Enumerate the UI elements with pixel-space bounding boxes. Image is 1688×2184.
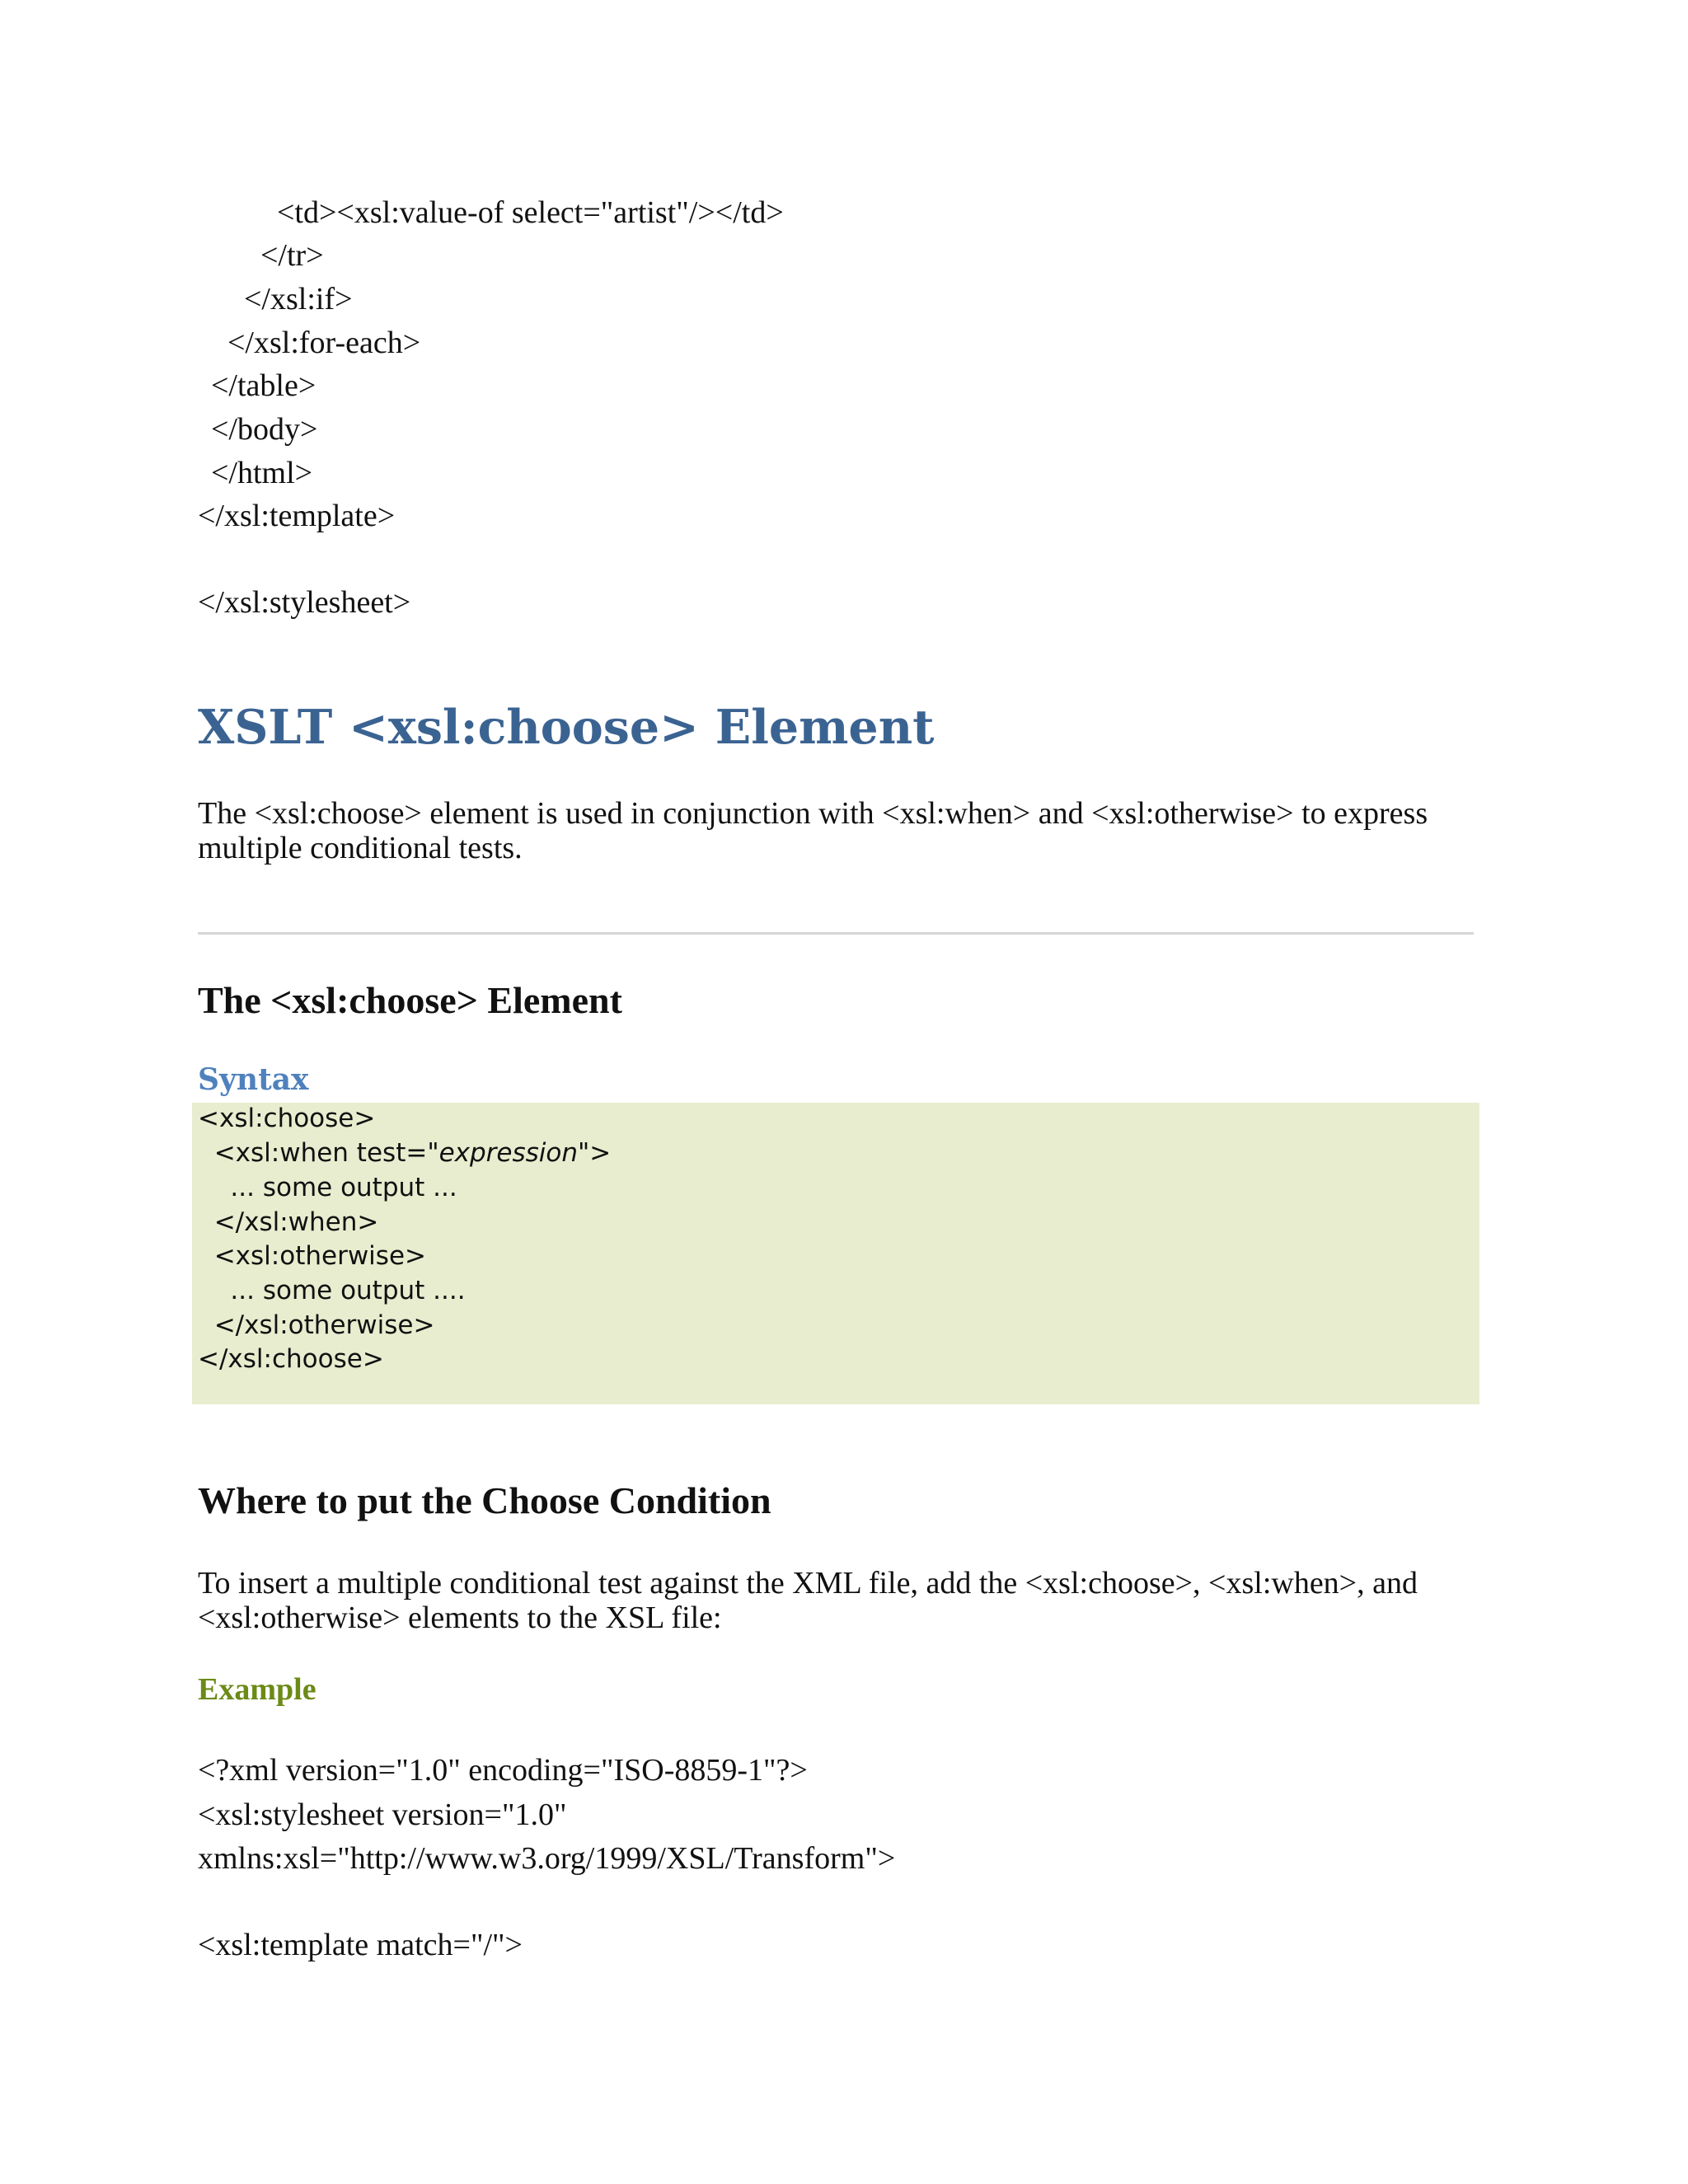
syntax-line: ... some output ...: [198, 1173, 457, 1202]
example-label: Example: [198, 1672, 316, 1707]
code-line: </table>: [211, 368, 316, 403]
syntax-line: <xsl:otherwise>: [198, 1241, 426, 1271]
element-heading: The <xsl:choose> Element: [198, 979, 622, 1021]
syntax-text: ">: [578, 1138, 612, 1168]
code-line: <td><xsl:value-of select="artist"/></td>: [277, 195, 784, 230]
syntax-line: </xsl:when>: [198, 1207, 379, 1237]
syntax-line: </xsl:choose>: [198, 1344, 384, 1374]
example-code-line: <xsl:stylesheet version="1.0": [198, 1797, 567, 1832]
code-line: </html>: [211, 456, 313, 490]
code-line: </xsl:if>: [244, 282, 353, 316]
syntax-line: [198, 1136, 611, 1170]
syntax-line: ... some output ....: [198, 1276, 466, 1305]
where-heading: Where to put the Choose Condition: [198, 1479, 771, 1521]
code-line: </xsl:stylesheet>: [198, 585, 411, 620]
example-code-line: <?xml version="1.0" encoding="ISO-8859-1"?>: [198, 1753, 808, 1788]
example-code-line: <xsl:template match="/">: [198, 1928, 523, 1962]
syntax-line: </xsl:otherwise>: [198, 1310, 435, 1340]
code-line: </xsl:template>: [198, 499, 396, 533]
code-line: </body>: [211, 412, 318, 447]
section-title: XSLT <xsl:choose> Element: [198, 700, 935, 755]
syntax-text: <xsl:when test=": [198, 1138, 439, 1168]
code-line: </tr>: [260, 238, 324, 273]
where-paragraph: To insert a multiple conditional test against the XML file, add the <xsl:choose>, <xsl:when>, and <xsl:otherwise> elements to the XSL file:: [198, 1566, 1418, 1635]
horizontal-divider: [198, 932, 1474, 935]
intro-paragraph: The <xsl:choose> element is used in conjunction with <xsl:when> and <xsl:otherwise> to express multiple conditional tests.: [198, 796, 1428, 865]
example-code-line: xmlns:xsl="http://www.w3.org/1999/XSL/Transform">: [198, 1841, 896, 1876]
code-line: </xsl:for-each>: [227, 326, 421, 360]
syntax-placeholder: expression: [438, 1138, 579, 1168]
syntax-label: Syntax: [198, 1062, 309, 1097]
syntax-line: <xsl:choose>: [198, 1104, 376, 1133]
